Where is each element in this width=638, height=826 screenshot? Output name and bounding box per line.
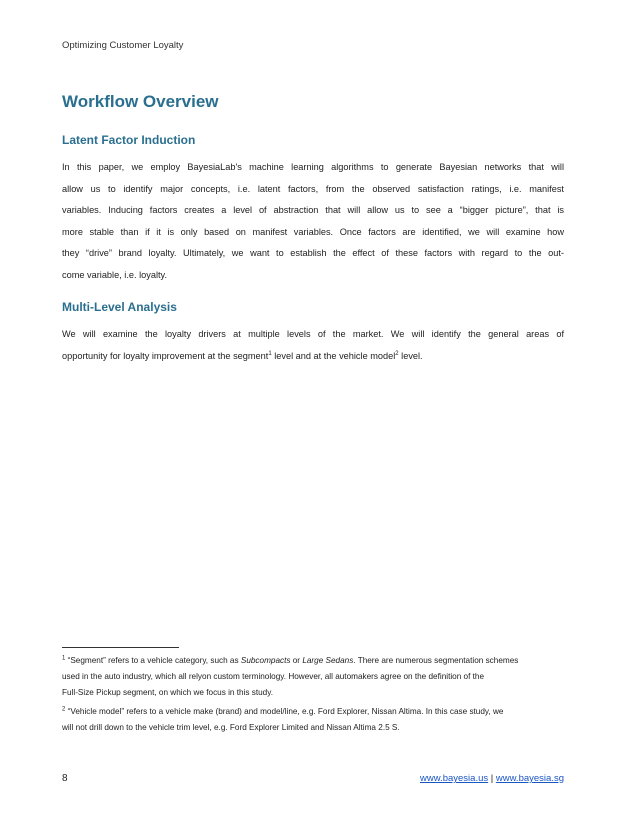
text-run: opportunity for loyalty improvement at the segment (62, 350, 269, 361)
paragraph-line: variables. Inducing factors creates a level of abstraction that will allow us to see a “bigger picture”, that is (62, 205, 564, 216)
paragraph-line: We will examine the loyalty drivers at multiple levels of the market. We will identify the general areas of (62, 329, 564, 339)
footer-links (420, 773, 564, 784)
text-run: “Segment” refers to a vehicle category, such as (65, 656, 241, 665)
paragraph-line: allow us to identify major concepts, i.e. latent factors, from the observed satisfaction ratings, i.e. manifest (62, 183, 564, 194)
footnote-line: used in the auto industry, which all relyon custom terminology. However, all automakers agree on the definition of the (62, 672, 485, 681)
paragraph-line: come variable, i.e. loyalty. (62, 269, 168, 280)
subsection-title-latent-factor-induction: Latent Factor Induction (62, 133, 196, 147)
paragraph-latent-factor-induction (62, 157, 564, 287)
text-run: . There are numerous segmentation schemes (353, 656, 519, 665)
footnote-mark: 2 (62, 706, 66, 713)
footer-link-bayesia-us[interactable]: www.bayesia.us (420, 773, 489, 784)
text-run: level and at the vehicle model (271, 350, 396, 361)
footer-link-bayesia-sg[interactable]: www.bayesia.sg (495, 773, 564, 784)
paragraph-line: In this paper, we employ BayesiaLab's machine learning algorithms to generate Bayesian networks that will (62, 162, 564, 172)
text-run: level. (398, 350, 423, 361)
paragraph-line (62, 346, 564, 368)
footnote-divider (62, 647, 179, 648)
footnote-2 (62, 704, 564, 736)
footnote-line (62, 704, 564, 720)
text-run: “Vehicle model” refers to a vehicle make (brand) and model/line, e.g. Ford Explorer, Nissan Altima. In this case study, we (65, 707, 504, 716)
footnote-ref-1[interactable]: 1 (268, 350, 272, 357)
paragraph-multi-level-analysis (62, 324, 564, 367)
paragraph-line: they “drive” brand loyalty. Ultimately, we want to establish the effect of these factors with regard to the out- (62, 248, 564, 259)
footnote-line (62, 653, 564, 669)
emphasis: Large Sedans (302, 656, 354, 665)
footnote-line: will not drill down to the vehicle trim level, e.g. Ford Explorer Limited and Nissan Altima 2.5 S. (62, 723, 400, 732)
section-title: Workflow Overview (62, 92, 219, 111)
footnote-mark: 1 (62, 655, 66, 662)
paragraph-line: more stable than if it is only based on manifest variables. Once factors are identified, we will examine how (62, 226, 564, 237)
emphasis: Subcompacts (240, 656, 291, 665)
footnote-ref-2[interactable]: 2 (395, 350, 399, 357)
running-header: Optimizing Customer Loyalty (62, 40, 184, 51)
page-number: 8 (62, 773, 68, 784)
text-run: or (290, 656, 303, 665)
subsection-title-multi-level-analysis: Multi-Level Analysis (62, 300, 177, 314)
footer-separator: | (488, 773, 496, 784)
footnote-1 (62, 653, 564, 701)
footnote-line: Full-Size Pickup segment, on which we focus in this study. (62, 688, 273, 697)
